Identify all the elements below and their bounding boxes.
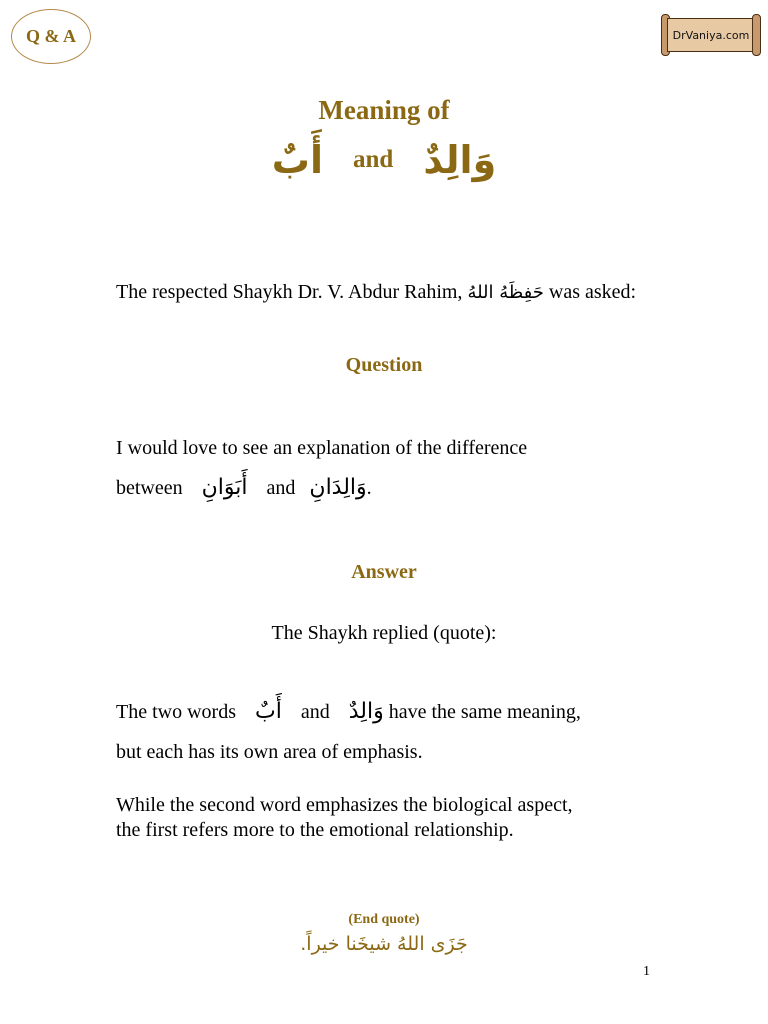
question-line-1: I would love to see an explanation of the difference [116,437,528,459]
intro-after: was asked: [548,281,637,303]
answer-line-4: the first refers more to the emotional relationship. [116,819,514,841]
title-and: and [353,146,394,173]
answer-l1-before: The two words [116,701,236,723]
answer-line-1 [116,700,581,724]
answer-and: and [300,701,330,723]
question-word-abawan: أَبَوَانِ [201,475,248,500]
logo-text: DrVaniya.com [672,28,750,42]
question-word-walidan: وَالِدَانِ [309,475,367,500]
intro-honorific: حَفِظَهُ اللهُ [467,282,544,303]
question-between: between [116,477,183,499]
intro-line [116,280,636,305]
title-word-walid: وَالِدٌ [423,138,497,182]
answer-heading: Answer [351,561,417,583]
qa-badge [11,9,91,64]
reply-intro: The Shaykh replied (quote): [271,622,497,644]
page-title: Meaning of [318,95,450,125]
question-heading: Question [345,354,423,376]
page-number: 1 [643,964,650,979]
drvaniya-logo[interactable] [661,14,761,56]
intro-before: The respected Shaykh Dr. V. Abdur Rahim, [116,281,463,303]
answer-line-3: While the second word emphasizes the biological aspect, [116,794,573,816]
title-words [0,138,768,182]
question-line-2 [116,476,372,500]
closing-dua: جَزَى اللهُ شيخَنا خيراً. [300,933,468,955]
answer-line-2: but each has its own area of emphasis. [116,741,423,763]
question-period: . [366,477,372,499]
answer-word-ab: أَبٌ [254,699,282,724]
answer-word-walid: وَالِدٌ [348,699,384,724]
title-word-ab: أَبٌ [271,138,324,182]
answer-l1-after: have the same meaning, [388,701,581,723]
end-quote: (End quote) [348,912,420,927]
qa-badge-label: Q & A [25,26,76,46]
question-and: and [266,477,296,499]
